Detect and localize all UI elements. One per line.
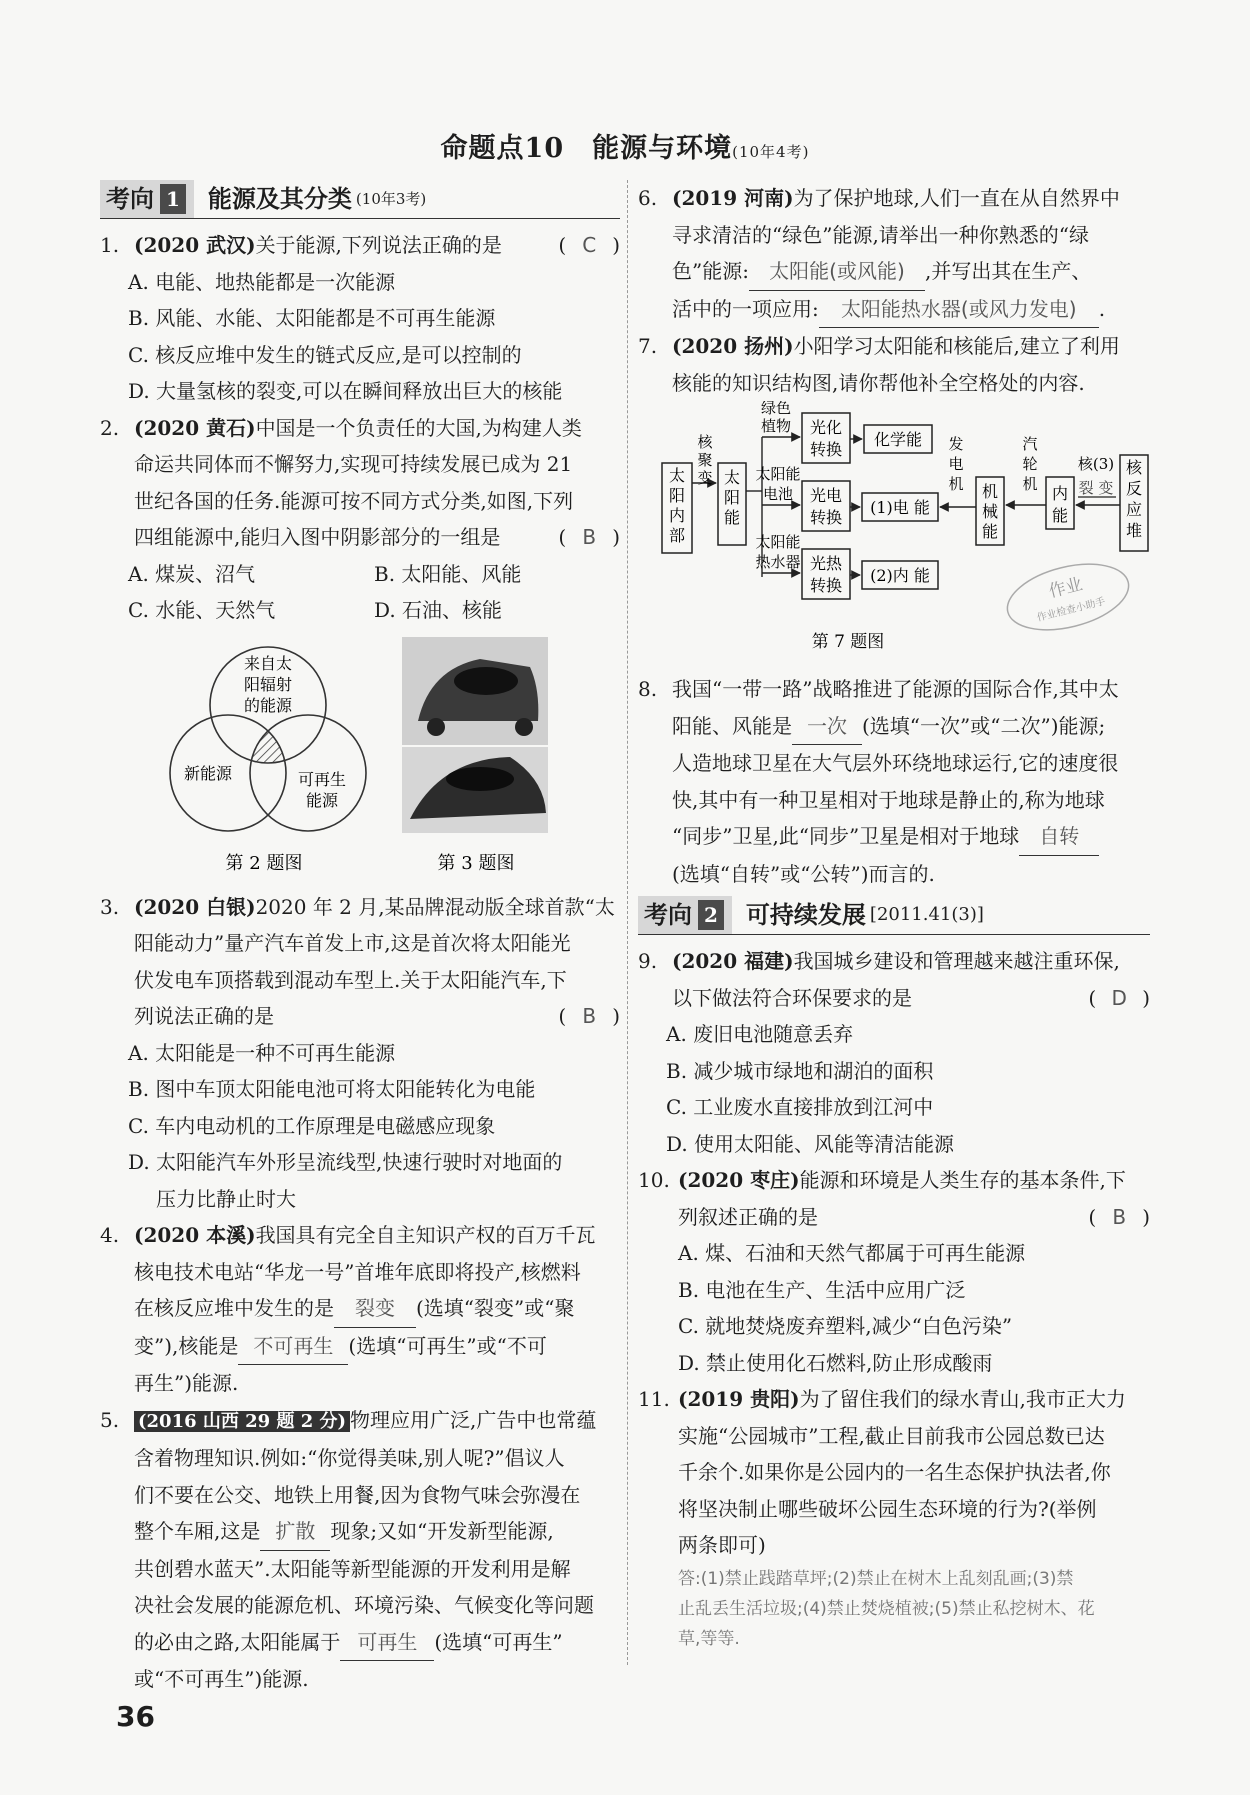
label-photochem: 光化 — [809, 418, 843, 437]
option: C. 就地焚烧废弃塑料,减少“白色污染” — [678, 1314, 1013, 1338]
answer: B — [1112, 1204, 1127, 1229]
answer: B — [582, 525, 597, 549]
label-reactor: 反 — [1125, 479, 1143, 498]
right-column: 6. (2019 河南)为了保护地球,人们一直在从自然界中 寻求清洁的“绿色”能源,请举出一种你熟悉的“绿 色”能源: 太阳能(或风能) ,并写出其在生产、 活中的一项应用: 太阳能热水器(或风力发电) . 7. (2020 扬州)小阳学习太阳能和核能后,建立了利用 核能的知识结构图,请你帮他补全空格处的内容. 太 阳 内 部 核 聚 变 太 阳 能 绿色 植物 太阳能 电池 太阳能 热水器 光化 转换 光电 转换 光热 转换 化学能 (1)电 能 (2)内 能 发 电 机 机 械 能 汽 轮 机 内 能 核(3) 裂 变 核 反 应 堆 作业 作业检查小助手 第 7 题图 8. 我国“一带一路”战略推进了能源的国际合作,其中太 阳能、风能是 一次 (选填“一次”或“二次”)能源; 人造地球卫星在大气层外环绕地球运行,它的速度很 快,其中有一种卫星相对于地球是静止的,称为地球 “同步”卫星,此“同步”卫星是相对于地球 自转 (选填“自转”或“公转”)而言的. 考向 2 可持续发展 [2011.41(3)] 9. (2020 福建)我国城乡建设和管理越来越注重环保, 以下做法符合环保要求的是 ( D ) A. 废旧电池随意丢弃 B. 减少城市绿地和湖泊的面积 C. 工业废水直接排放到江河中 D. 使用太阳能、风能等清洁能源 10. (2020 枣庄)能源和环境是人类生存的基本条件,下 列叙述正确的是 ( B ) A. 煤、石油和天然气都属于可再生能源 B. 电池在生产、生活中应用广泛 C. 就地焚烧废弃塑料,减少“白色污染” D. 禁止使用化石燃料,防止形成酸雨 11. (2019 贵阳)为了留住我们的绿水青山,我市正大力 实施“公园城市”工程,截止目前我市公园总数已达 千余个.如果你是公园内的一名生态保护执法者,你 将坚决制止哪些破坏公园生态环境的行为?(举例 两条即可) 答:(1)禁止践踏草坪;(2)禁止在树木上乱刻乱画;(3)禁 止乱丢生活垃圾;(4)禁止焚烧植被;(5)禁止私挖树木、花 草,等等. — [638, 180, 1150, 1654]
label-photoelec: 转换 — [809, 508, 843, 527]
label-sun-core: 太 — [668, 466, 686, 485]
page-number: 36 — [116, 1700, 155, 1733]
label-photothermal: 光热 — [809, 554, 843, 573]
fill-blank: 扩散 — [260, 1513, 330, 1551]
left-column: 考向 1 能源及其分类 (10年3考) 1. (2020 武汉)关于能源,下列说法正确的是 ( C ) A. 电能、地热能都是一次能源 B. 风能、水能、太阳能都是不可再生能源 C. 核反应堆中发生的链式反应,是可以控制的 D. 大量氢核的裂变,可以在瞬间释放出巨大的核能 2. (2020 黄石)中国是一个负责任的大国,为构建人类 命运共同体而不懈努力,实现可持续发展已成为 21 世纪各国的任务.能源可按不同方式分类,如图,下列 四组能源中,能归入图中阴影部分的一组是 ( B ) A. 煤炭、沼气 B. 太阳能、风能 C. 水能、天然气 D. 石油、核能 来自太 阳辐射 的能源 新能源 可再生 能源 第 2 题图 第 3 题图 3. (2020 白银)2020 年 2 月,某品牌混动版全球首款“太 阳能动力”量产汽车首发上市,这是首次将太阳能光 伏发电车顶搭载到混动车型上.关于太阳能汽车,下 列说法正确的是 ( B ) A. 太阳能是一种不可再生能源 B. 图中车顶太阳能电池可将太阳能转化为电能 C. 车内电动机的工作原理是电磁感应现象 D. 太阳能汽车外形呈流线型,快速行驶时对地面的 压力比静止时大 4. (2020 本溪)我国具有完全自主知识产权的百万千瓦 核电技术电站“华龙一号”首堆年底即将投产,核燃料 在核反应堆中发生的是 裂变 (选填“裂变”或“聚 变”),核能是 不可再生 (选填“可再生”或“不可 再生”)能源. 5. (2016 山西 29 题 2 分) 物理应用广泛,广告中也常蕴 含着物理知识.例如:“你觉得美味,别人呢?”倡议人 们不要在公交、地铁上用餐,因为食物气味会弥漫在 整个车厢,这是 扩散 现象;又如“开发新型能源, 共创碧水蓝天”.太阳能等新型能源的开发利用是解 决社会发展的能源危机、环境污染、气候变化等问题 的必由之路,太阳能属于 可再生 (选填“可再生” 或“不可再生”)能源. — [100, 180, 620, 1698]
label-solar-heater: 热水器 — [755, 553, 801, 571]
option: C. 工业废水直接排放到江河中 — [666, 1095, 934, 1119]
question-3: 3. (2020 白银)2020 年 2 月,某品牌混动版全球首款“太 — [100, 894, 615, 919]
label-blank-1: (1)电 能 — [870, 498, 930, 517]
fill-blank: 太阳能(或风能) — [749, 253, 925, 291]
option: B. 风能、水能、太阳能都是不可再生能源 — [128, 306, 496, 330]
label-sun-core: 部 — [668, 526, 686, 545]
label-mech-energy: 械 — [981, 502, 999, 521]
label-chem-energy: 化学能 — [873, 430, 923, 449]
label-fission-answer: 裂 变 — [1078, 479, 1114, 497]
label-sun-core: 内 — [668, 506, 686, 525]
label-sun-core: 阳 — [668, 486, 686, 505]
option: A. 煤炭、沼气 — [128, 561, 256, 586]
nuclear-energy-diagram — [638, 401, 1150, 671]
fill-blank: 裂变 — [334, 1290, 416, 1328]
label-turbine: 机 — [1022, 475, 1038, 493]
label-solar-energy: 太 — [723, 468, 741, 487]
fill-blank: 不可再生 — [238, 1328, 348, 1366]
answer: D — [1111, 985, 1127, 1010]
label-fission: 核(3) — [1077, 455, 1115, 473]
label-fusion: 核 — [697, 433, 713, 451]
question-10: 10. (2020 枣庄)能源和环境是人类生存的基本条件,下 — [638, 1168, 1126, 1192]
question-6: 6. (2019 河南)为了保护地球,人们一直在从自然界中 — [638, 186, 1120, 210]
option: B. 电池在生产、生活中应用广泛 — [678, 1277, 966, 1302]
svg-text:可再生: 可再生 — [297, 769, 347, 789]
page-title: 命题点10 能源与环境(10年4考) — [440, 133, 810, 164]
svg-text:来自太: 来自太 — [243, 653, 293, 673]
label-solar-cell: 太阳能 — [755, 465, 801, 483]
label-internal-energy: 能 — [1051, 506, 1069, 525]
label-fusion: 变 — [697, 469, 713, 487]
fill-blank: 可再生 — [340, 1624, 434, 1662]
option: D. 使用太阳能、风能等清洁能源 — [666, 1131, 955, 1156]
question-4: 4. (2020 本溪)我国具有完全自主知识产权的百万千瓦 — [100, 1223, 596, 1247]
answer: C — [582, 233, 597, 257]
venn-and-car-figures — [100, 629, 620, 889]
label-reactor: 核 — [1125, 458, 1143, 477]
option: B. 太阳能、风能 — [374, 561, 522, 586]
question-8: 8. 我国“一带一路”战略推进了能源的国际合作,其中太 — [638, 677, 1119, 701]
label-solar-cell: 电池 — [762, 485, 794, 503]
section-header-1: 考向 1 能源及其分类 (10年3考) — [100, 180, 620, 219]
label-photochem: 转换 — [809, 440, 843, 459]
option: C. 水能、天然气 — [128, 598, 276, 622]
svg-text:第 2 题图: 第 2 题图 — [225, 852, 303, 874]
svg-text:能源: 能源 — [305, 790, 339, 810]
option: B. 图中车顶太阳能电池可将太阳能转化为电能 — [128, 1077, 536, 1101]
svg-text:第 7 题图: 第 7 题图 — [811, 632, 885, 652]
label-fusion: 聚 — [697, 451, 713, 469]
label-generator: 发 — [948, 435, 964, 453]
question-2: 2. (2020 黄石)中国是一个负责任的大国,为构建人类 — [100, 415, 582, 440]
option: A. 煤、石油和天然气都属于可再生能源 — [678, 1241, 1026, 1265]
car-photo-top — [402, 637, 548, 745]
option: D. 太阳能汽车外形呈流线型,快速行驶时对地面的 — [128, 1150, 563, 1174]
option: D. 大量氢核的裂变,可以在瞬间释放出巨大的核能 — [128, 379, 563, 403]
question-7: 7. (2020 扬州)小阳学习太阳能和核能后,建立了利用 — [638, 334, 1120, 358]
question-1: 1. (2020 武汉)关于能源,下列说法正确的是 ( C ) — [100, 227, 620, 264]
answer-paren: ( C ) — [558, 227, 620, 264]
option: B. 减少城市绿地和湖泊的面积 — [666, 1058, 934, 1083]
label-turbine: 轮 — [1022, 455, 1038, 473]
fill-blank: 自转 — [1019, 818, 1099, 856]
label-photothermal: 转换 — [809, 576, 843, 595]
label-green-plant: 绿色 — [760, 401, 792, 417]
answer-explanation: 草,等等. — [678, 1628, 740, 1649]
svg-text:新能源: 新能源 — [183, 763, 233, 783]
option: D. 禁止使用化石燃料,防止形成酸雨 — [678, 1350, 993, 1375]
label-turbine: 汽 — [1022, 435, 1038, 453]
answer: B — [582, 1004, 597, 1028]
label-blank-2: (2)内 能 — [870, 566, 930, 585]
label-mech-energy: 能 — [981, 522, 999, 541]
label-generator: 电 — [948, 455, 964, 473]
question-5: 5. (2016 山西 29 题 2 分) 物理应用广泛,广告中也常蕴 — [100, 1407, 597, 1432]
watermark-stamp — [1001, 553, 1136, 641]
svg-text:第 3 题图: 第 3 题图 — [437, 852, 515, 874]
label-internal-energy: 内 — [1051, 484, 1069, 503]
svg-text:的能源: 的能源 — [243, 695, 293, 715]
svg-text:作业: 作业 — [1046, 574, 1085, 603]
car-photo-bottom — [402, 747, 548, 833]
answer-explanation: 答:(1)禁止践踏草坪;(2)禁止在树木上乱刻乱画;(3)禁 — [678, 1568, 1074, 1589]
option: C. 车内电动机的工作原理是电磁感应现象 — [128, 1113, 496, 1138]
svg-text:作业检查小助手: 作业检查小助手 — [1035, 596, 1107, 624]
q7-diagram-area — [638, 401, 1150, 671]
source-tag: (2016 山西 29 题 2 分) — [134, 1411, 350, 1432]
label-mech-energy: 机 — [981, 482, 999, 501]
section-header-2: 考向 2 可持续发展 [2011.41(3)] — [638, 896, 1150, 935]
label-green-plant: 植物 — [760, 417, 792, 435]
question-11: 11. (2019 贵阳)为了留住我们的绿水青山,我市正大力 — [638, 1387, 1126, 1411]
option: D. 石油、核能 — [374, 598, 503, 622]
fill-blank: 太阳能热水器(或风力发电) — [819, 291, 1099, 329]
svg-text:阳辐射: 阳辐射 — [243, 674, 293, 694]
label-generator: 机 — [948, 475, 964, 493]
option: C. 核反应堆中发生的链式反应,是可以控制的 — [128, 342, 522, 367]
label-solar-heater: 太阳能 — [755, 533, 801, 551]
label-photoelec: 光电 — [809, 486, 843, 505]
option: A. 太阳能是一种不可再生能源 — [128, 1040, 396, 1065]
label-solar-energy: 阳 — [723, 488, 741, 507]
option: A. 电能、地热能都是一次能源 — [128, 269, 396, 294]
label-reactor: 应 — [1125, 500, 1143, 519]
fill-blank: 一次 — [792, 708, 862, 746]
column-divider — [627, 180, 628, 1665]
label-reactor: 堆 — [1125, 521, 1143, 540]
label-solar-energy: 能 — [723, 508, 741, 527]
question-9: 9. (2020 福建)我国城乡建设和管理越来越注重环保, — [638, 949, 1120, 973]
option: A. 废旧电池随意丢弃 — [666, 1022, 854, 1046]
answer-explanation: 止乱丢生活垃圾;(4)禁止焚烧植被;(5)禁止私挖树木、花 — [678, 1598, 1095, 1619]
figure-row — [100, 629, 620, 889]
